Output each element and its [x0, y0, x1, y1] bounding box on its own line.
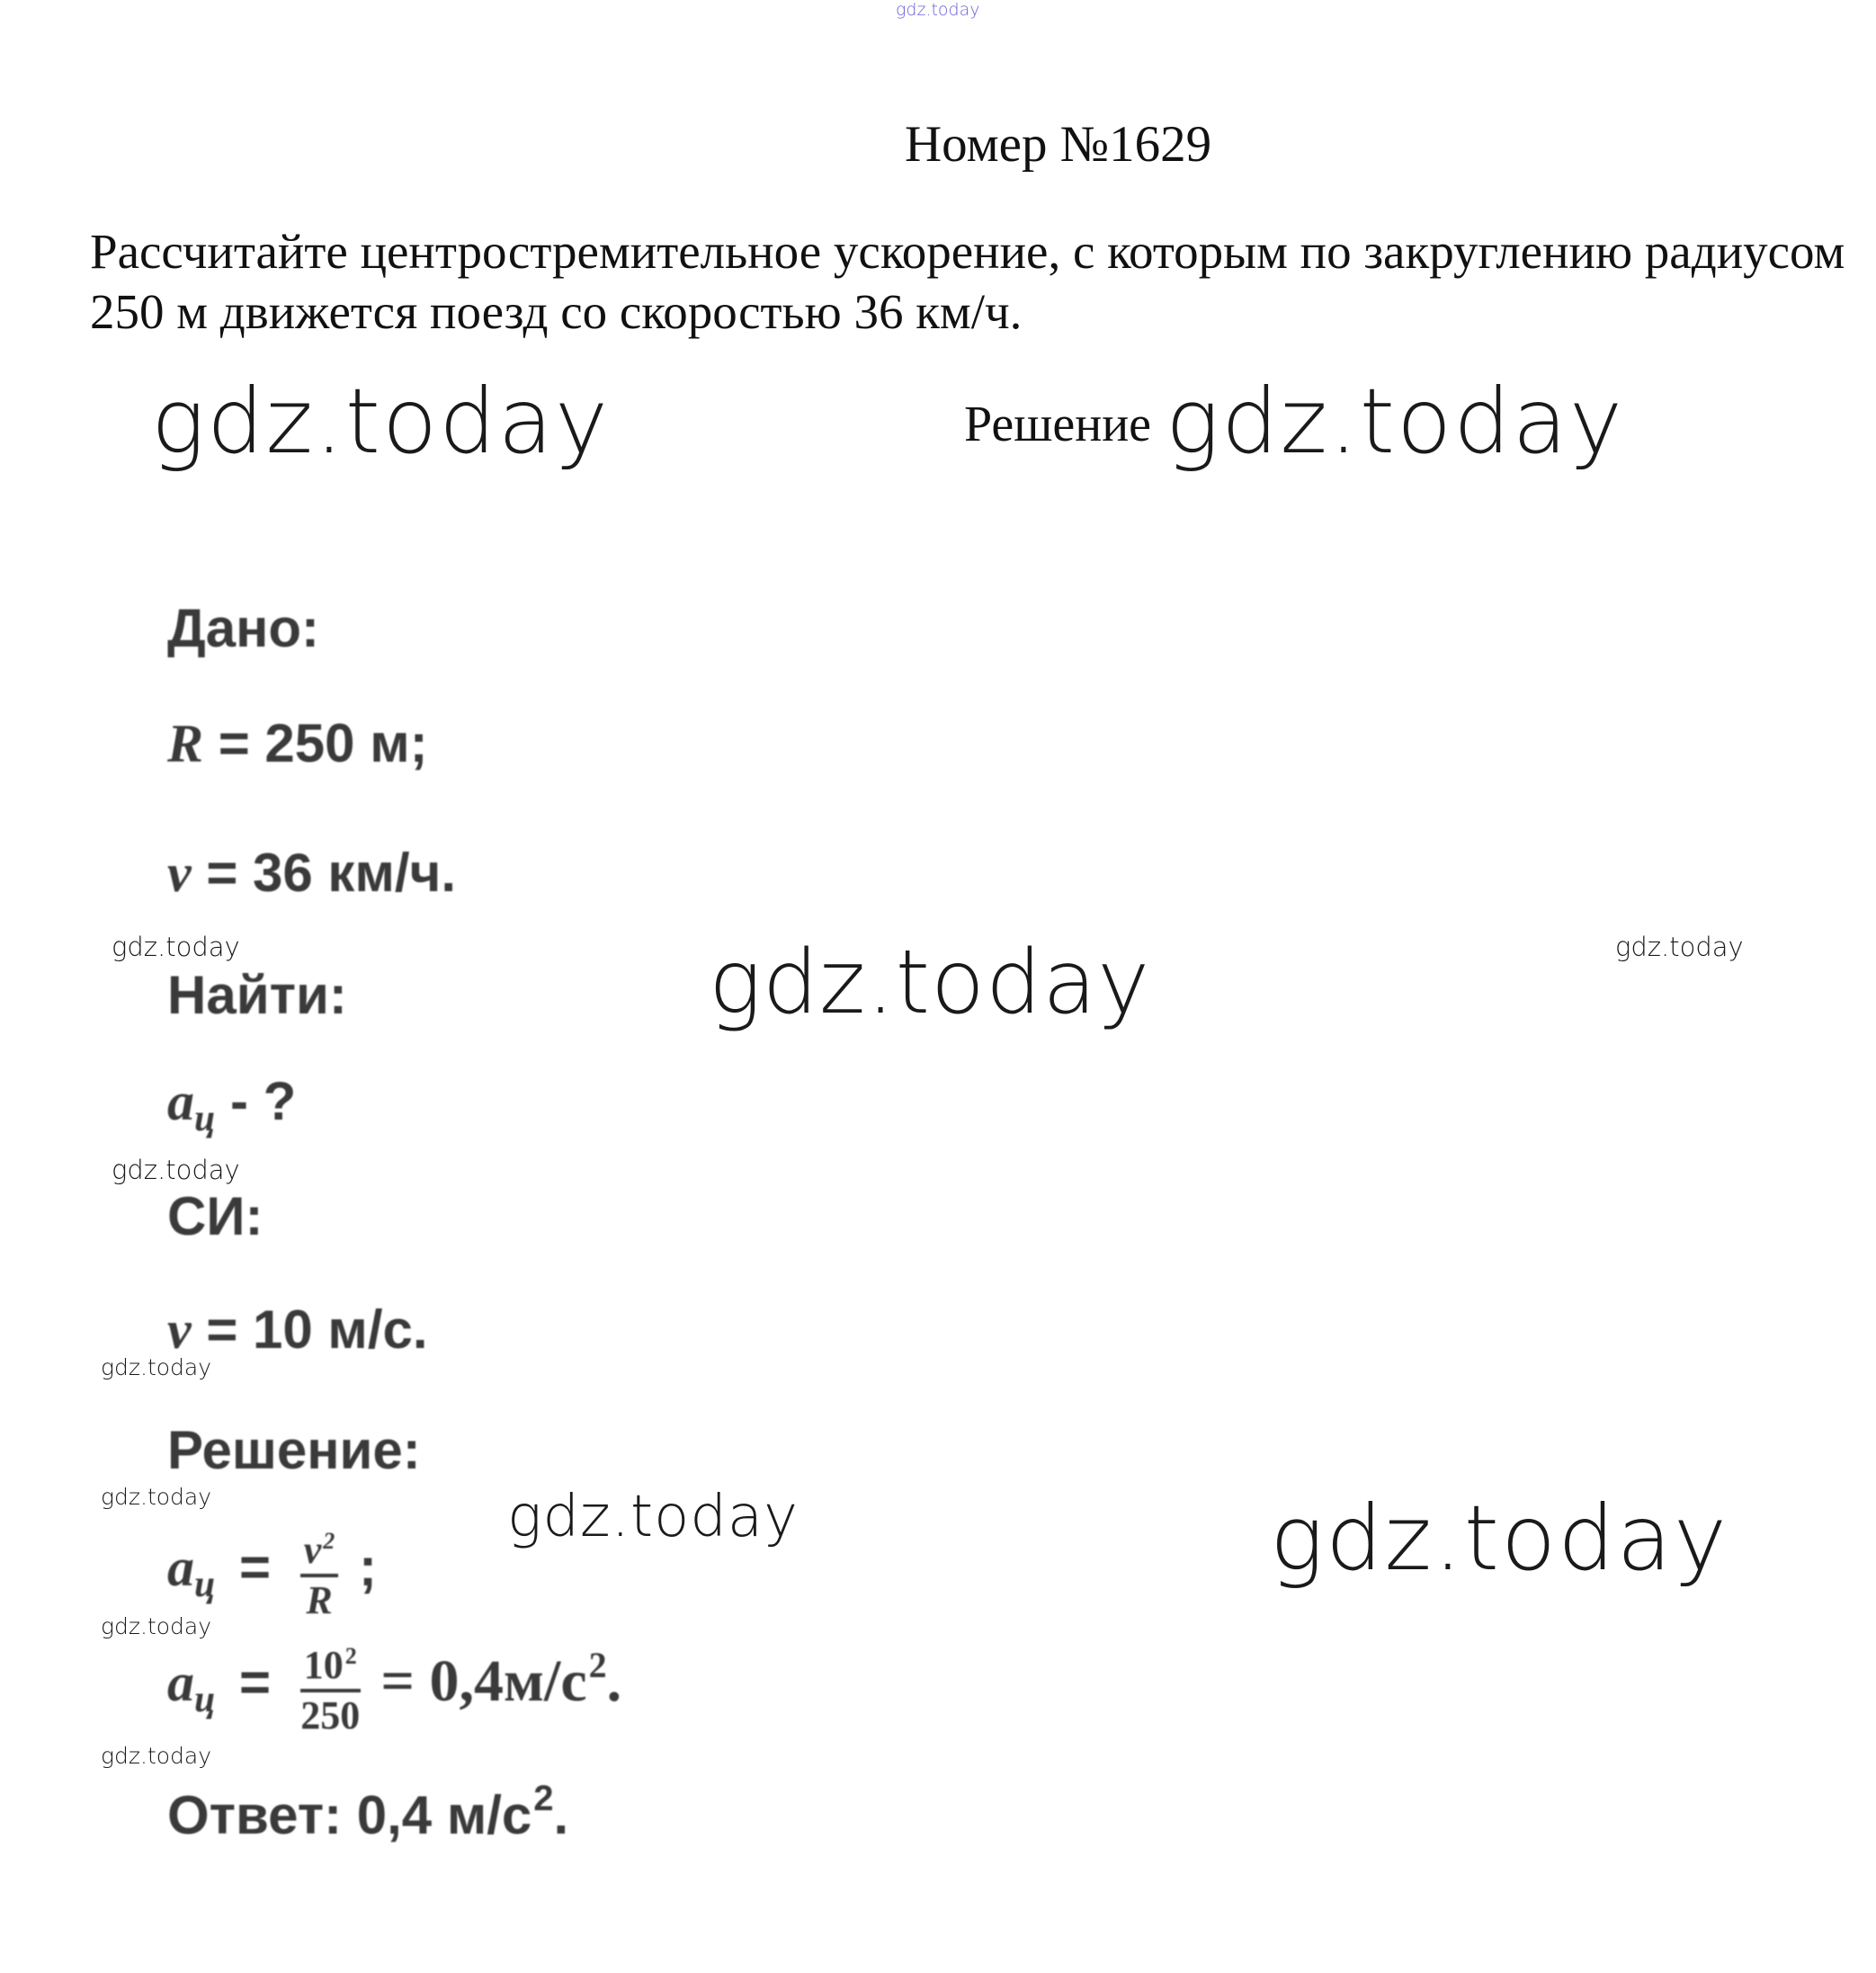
- watermark-small: gdz.today: [1615, 932, 1744, 962]
- acceleration-subscript: ц: [194, 1678, 216, 1720]
- formula-numerator: $v^2$: [300, 1520, 339, 1577]
- watermark-large-left: gdz.today: [151, 369, 611, 474]
- watermark-small: gdz.today: [101, 1743, 212, 1769]
- acceleration-subscript: ц: [194, 1098, 216, 1139]
- velocity-value: = 36 км/ч.: [206, 843, 457, 903]
- watermark-medium: gdz.today: [507, 1484, 799, 1550]
- equals-sign: =: [239, 1651, 272, 1712]
- find-acceleration: [167, 1070, 296, 1140]
- acceleration-symbol: a: [167, 1652, 194, 1712]
- si-value: = 10 м/с.: [206, 1299, 428, 1360]
- answer-end: .: [553, 1785, 569, 1845]
- given-label: Дано:: [167, 598, 319, 658]
- calc-denominator: 250: [300, 1693, 361, 1737]
- watermark-small: gdz.today: [101, 1354, 212, 1380]
- radius-value: = 250 м;: [218, 713, 428, 773]
- watermark-top: gdz.today: [896, 0, 980, 20]
- answer-text: Ответ: 0,4 м/с: [167, 1785, 532, 1845]
- watermark-small: gdz.today: [101, 1484, 212, 1510]
- acceleration-subscript: ц: [194, 1563, 216, 1605]
- equals-sign: =: [239, 1536, 272, 1597]
- solution-label: Решение:: [167, 1420, 421, 1480]
- answer-superscript: 2: [533, 1779, 554, 1818]
- formula-centripetal: [167, 1520, 377, 1622]
- formula-denominator: R: [306, 1578, 333, 1622]
- formula-end: ;: [358, 1536, 377, 1597]
- velocity-symbol: v: [167, 1300, 192, 1360]
- si-velocity: [167, 1299, 428, 1361]
- watermark-large-center: gdz.today: [709, 932, 1151, 1034]
- watermark-large-right: gdz.today: [1166, 369, 1625, 474]
- watermark-large-bottom-right: gdz.today: [1270, 1486, 1729, 1591]
- answer-line: [167, 1779, 568, 1846]
- formula-fraction: [300, 1520, 339, 1622]
- calc-fraction: [300, 1635, 361, 1737]
- calc-numerator: $10^2$: [300, 1635, 361, 1692]
- calc-result: = $0,4м/с^2$.: [380, 1644, 622, 1714]
- velocity-symbol: v: [167, 844, 192, 903]
- acceleration-symbol: a: [167, 1537, 194, 1597]
- solution-heading: Решение: [964, 397, 1152, 452]
- watermark-small: gdz.today: [112, 1155, 240, 1185]
- find-value: - ?: [230, 1071, 297, 1131]
- given-radius: [167, 712, 428, 775]
- si-label: СИ:: [167, 1186, 264, 1246]
- acceleration-symbol: a: [167, 1072, 194, 1131]
- radius-symbol: R: [167, 714, 204, 773]
- page-title: Номер №1629: [905, 116, 1212, 173]
- watermark-small: gdz.today: [101, 1613, 212, 1639]
- task-text: Рассчитайте центростремительное ускорение, с которым по закруглению радиусом 250 м движется поезд со скоростью 36 км/ч.: [90, 224, 1845, 339]
- watermark-small: gdz.today: [112, 932, 240, 962]
- given-velocity: [167, 842, 456, 905]
- calculation-line: [167, 1635, 621, 1737]
- find-label: Найти:: [167, 965, 347, 1025]
